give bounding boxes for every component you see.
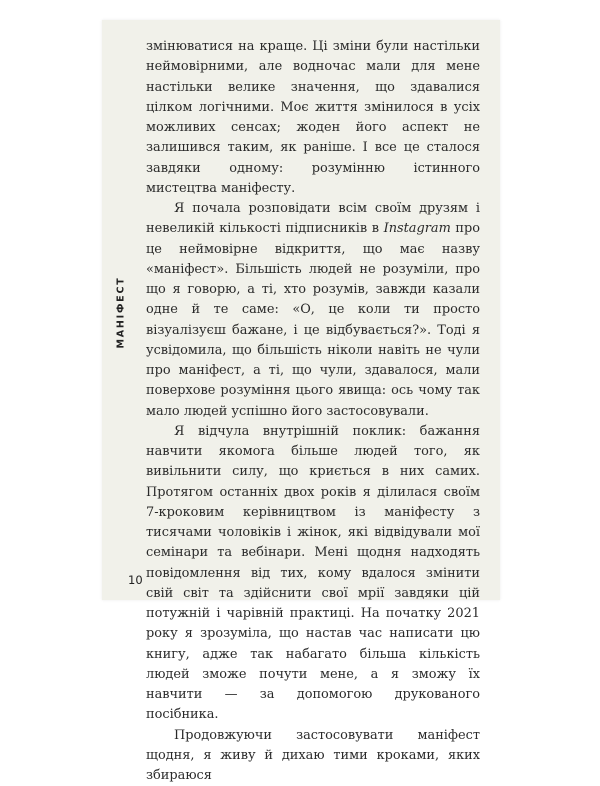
running-head-text: МАНІФЕСТ xyxy=(116,276,127,348)
running-head xyxy=(110,272,132,352)
paragraph xyxy=(146,422,480,726)
text-run: Продовжуючи застосовувати маніфест щодня, я живу й дихаю тими кроками, яких збираюся xyxy=(146,728,480,784)
text-run: про це неймовірне відкриття, що має назву «маніфест». Більшість людей не розуміли, про що я говорю, а ті, хто розумів, завжди казали одне й те саме: «О, це коли ти просто візуалізуєш бажане, і це відбувається?». Тоді я усвідомила, що більшість ніколи навіть не чули про маніфест, а ті, що чули, здавалося, мали поверхове розуміння цього явища: ось чому так мало людей успішно його застосовували. xyxy=(146,221,480,418)
italic-text: Instagram xyxy=(384,221,451,236)
text-run: Я почала розповідати всім своїм друзям і невеликій кількості підписників в xyxy=(146,201,480,236)
paragraph xyxy=(146,37,480,199)
text-run: Я відчула внутрішній поклик: бажання навчити якомога більше людей того, як вивільнити силу, що криється в них самих. Протягом останніх двох років я ділилася своїм 7-кроковим керівництвом із маніфесту з тисячами чоловіків і жінок, які відвідували мої семінари та вебінари. Мені щодня надходять повідомлення від тих, кому вдалося змінити свій світ та здійснити свої мрії завдяки цій потужній і чарівній практиці. На початку 2021 року я зрозуміла, що настав час написати цю книгу, адже так набагато більша кількість людей зможе почути мене, а я зможу їх навчити — за допомогою друкованого посібника. xyxy=(146,424,480,723)
paragraph xyxy=(146,199,480,422)
page-number: 10 xyxy=(128,573,143,587)
text-run: змінюватися на краще. Ці зміни були настільки неймовірними, але водночас мали для мене настільки велике значення, що здавалися цілком логічними. Моє життя змінилося в усіх можливих сенсах; жоден його аспект не залишився таким, як раніше. І все це сталося завдяки одному: розумінню істинного мистецтва маніфесту. xyxy=(146,39,480,196)
paragraph xyxy=(146,726,480,786)
body-text xyxy=(146,37,480,786)
book-page xyxy=(102,20,500,600)
